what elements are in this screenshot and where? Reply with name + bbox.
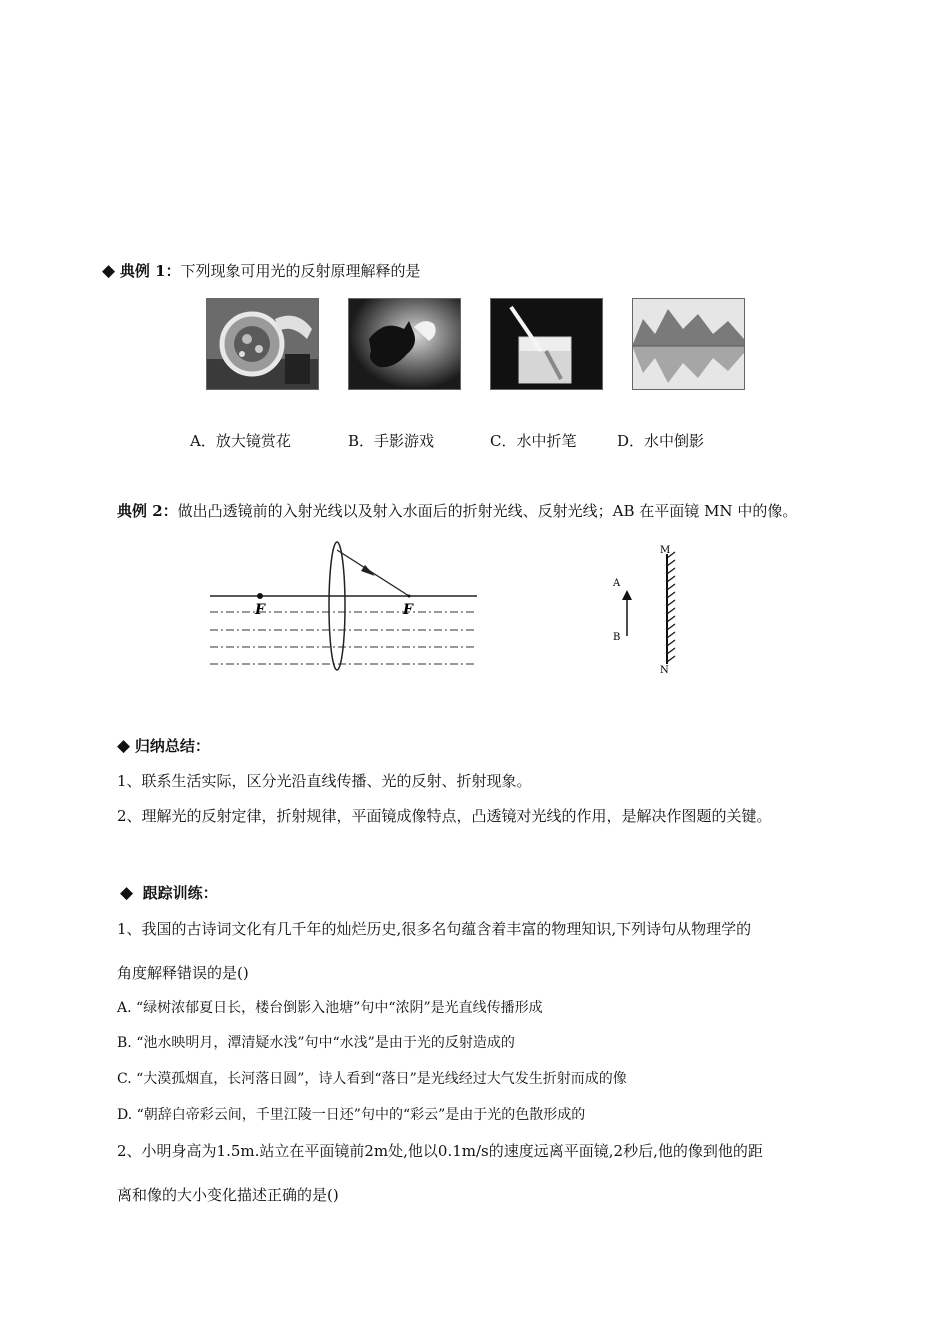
photo-pencil-in-water	[490, 298, 603, 390]
example1-option-d: D．水中倒影	[617, 432, 705, 450]
example2-label: 典例 2：	[117, 502, 178, 520]
training-heading-text: 跟踪训练：	[142, 884, 218, 902]
point-label-a: A	[613, 578, 621, 589]
hand-shadow-image	[349, 299, 460, 389]
diamond-bullet-icon: ◆	[117, 736, 131, 756]
example1-option-a: A．放大镜赏花	[190, 432, 291, 450]
question1-line1: 1、我国的古诗词文化有几千年的灿烂历史,很多名句蕴含着丰富的物理知识,下列诗句从物理学的	[117, 920, 752, 938]
question1-option-d: D. “朝辞白帝彩云间，千里江陵一日还”句中的“彩云”是由于光的色散形成的	[117, 1107, 586, 1123]
question1-line2: 角度解释错误的是()	[117, 964, 249, 982]
summary-item-2: 2、理解光的反射定律，折射规律，平面镜成像特点，凸透镜对光线的作用，是解决作图题的关键。	[117, 807, 772, 825]
photo-water-reflection	[632, 298, 745, 390]
question1-option-c: C. “大漠孤烟直，长河落日圆”，诗人看到“落日”是光线经过大气发生折射而成的像	[117, 1071, 627, 1087]
summary-item-1: 1、联系生活实际，区分光沿直线传播、光的反射、折射现象。	[117, 772, 532, 790]
training-heading	[120, 882, 218, 903]
focus-right-label: F	[403, 602, 413, 618]
convex-lens-diagram	[205, 538, 485, 678]
photo-hand-shadow	[348, 298, 461, 390]
question2-line2: 离和像的大小变化描述正确的是()	[117, 1186, 339, 1204]
mirror-label-n: N	[660, 665, 669, 676]
question1-option-a: A. “绿树浓郁夏日长，楼台倒影入池塘”句中“浓阴”是光直线传播形成	[117, 1000, 543, 1016]
summary-heading-text: 归纳总结：	[134, 737, 210, 755]
example1-option-c: C．水中折笔	[490, 432, 577, 450]
pencil-in-water-image	[491, 299, 602, 389]
mirror-label-m: M	[660, 545, 671, 556]
photo-magnifier-flower	[206, 298, 319, 390]
example2-heading	[117, 500, 797, 521]
plane-mirror-diagram	[605, 540, 695, 680]
summary-heading	[117, 735, 210, 756]
example1-heading	[102, 260, 421, 281]
question2-line1: 2、小明身高为1.5m.站立在平面镜前2m处,他以0.1m/s的速度远离平面镜,2秒后,他的像到他的距	[117, 1142, 763, 1160]
example2-question: 做出凸透镜前的入射光线以及射入水面后的折射光线、反射光线；AB 在平面镜 MN 中的像。	[177, 502, 798, 520]
example1-question: 下列现象可用光的反射原理解释的是	[180, 262, 421, 280]
example1-option-b: B．手影游戏	[348, 432, 435, 450]
diamond-bullet-icon: ◆	[102, 261, 116, 281]
focus-left-label: F	[255, 602, 265, 618]
water-reflection-image	[633, 299, 744, 389]
question1-option-b: B. “池水映明月，潭清疑水浅”句中“水浅”是由于光的反射造成的	[117, 1035, 515, 1051]
diamond-bullet-icon: ◆	[120, 883, 134, 903]
point-label-b: B	[613, 632, 621, 643]
magnifier-flower-image	[207, 299, 318, 389]
example1-label: 典例 1：	[119, 262, 181, 280]
